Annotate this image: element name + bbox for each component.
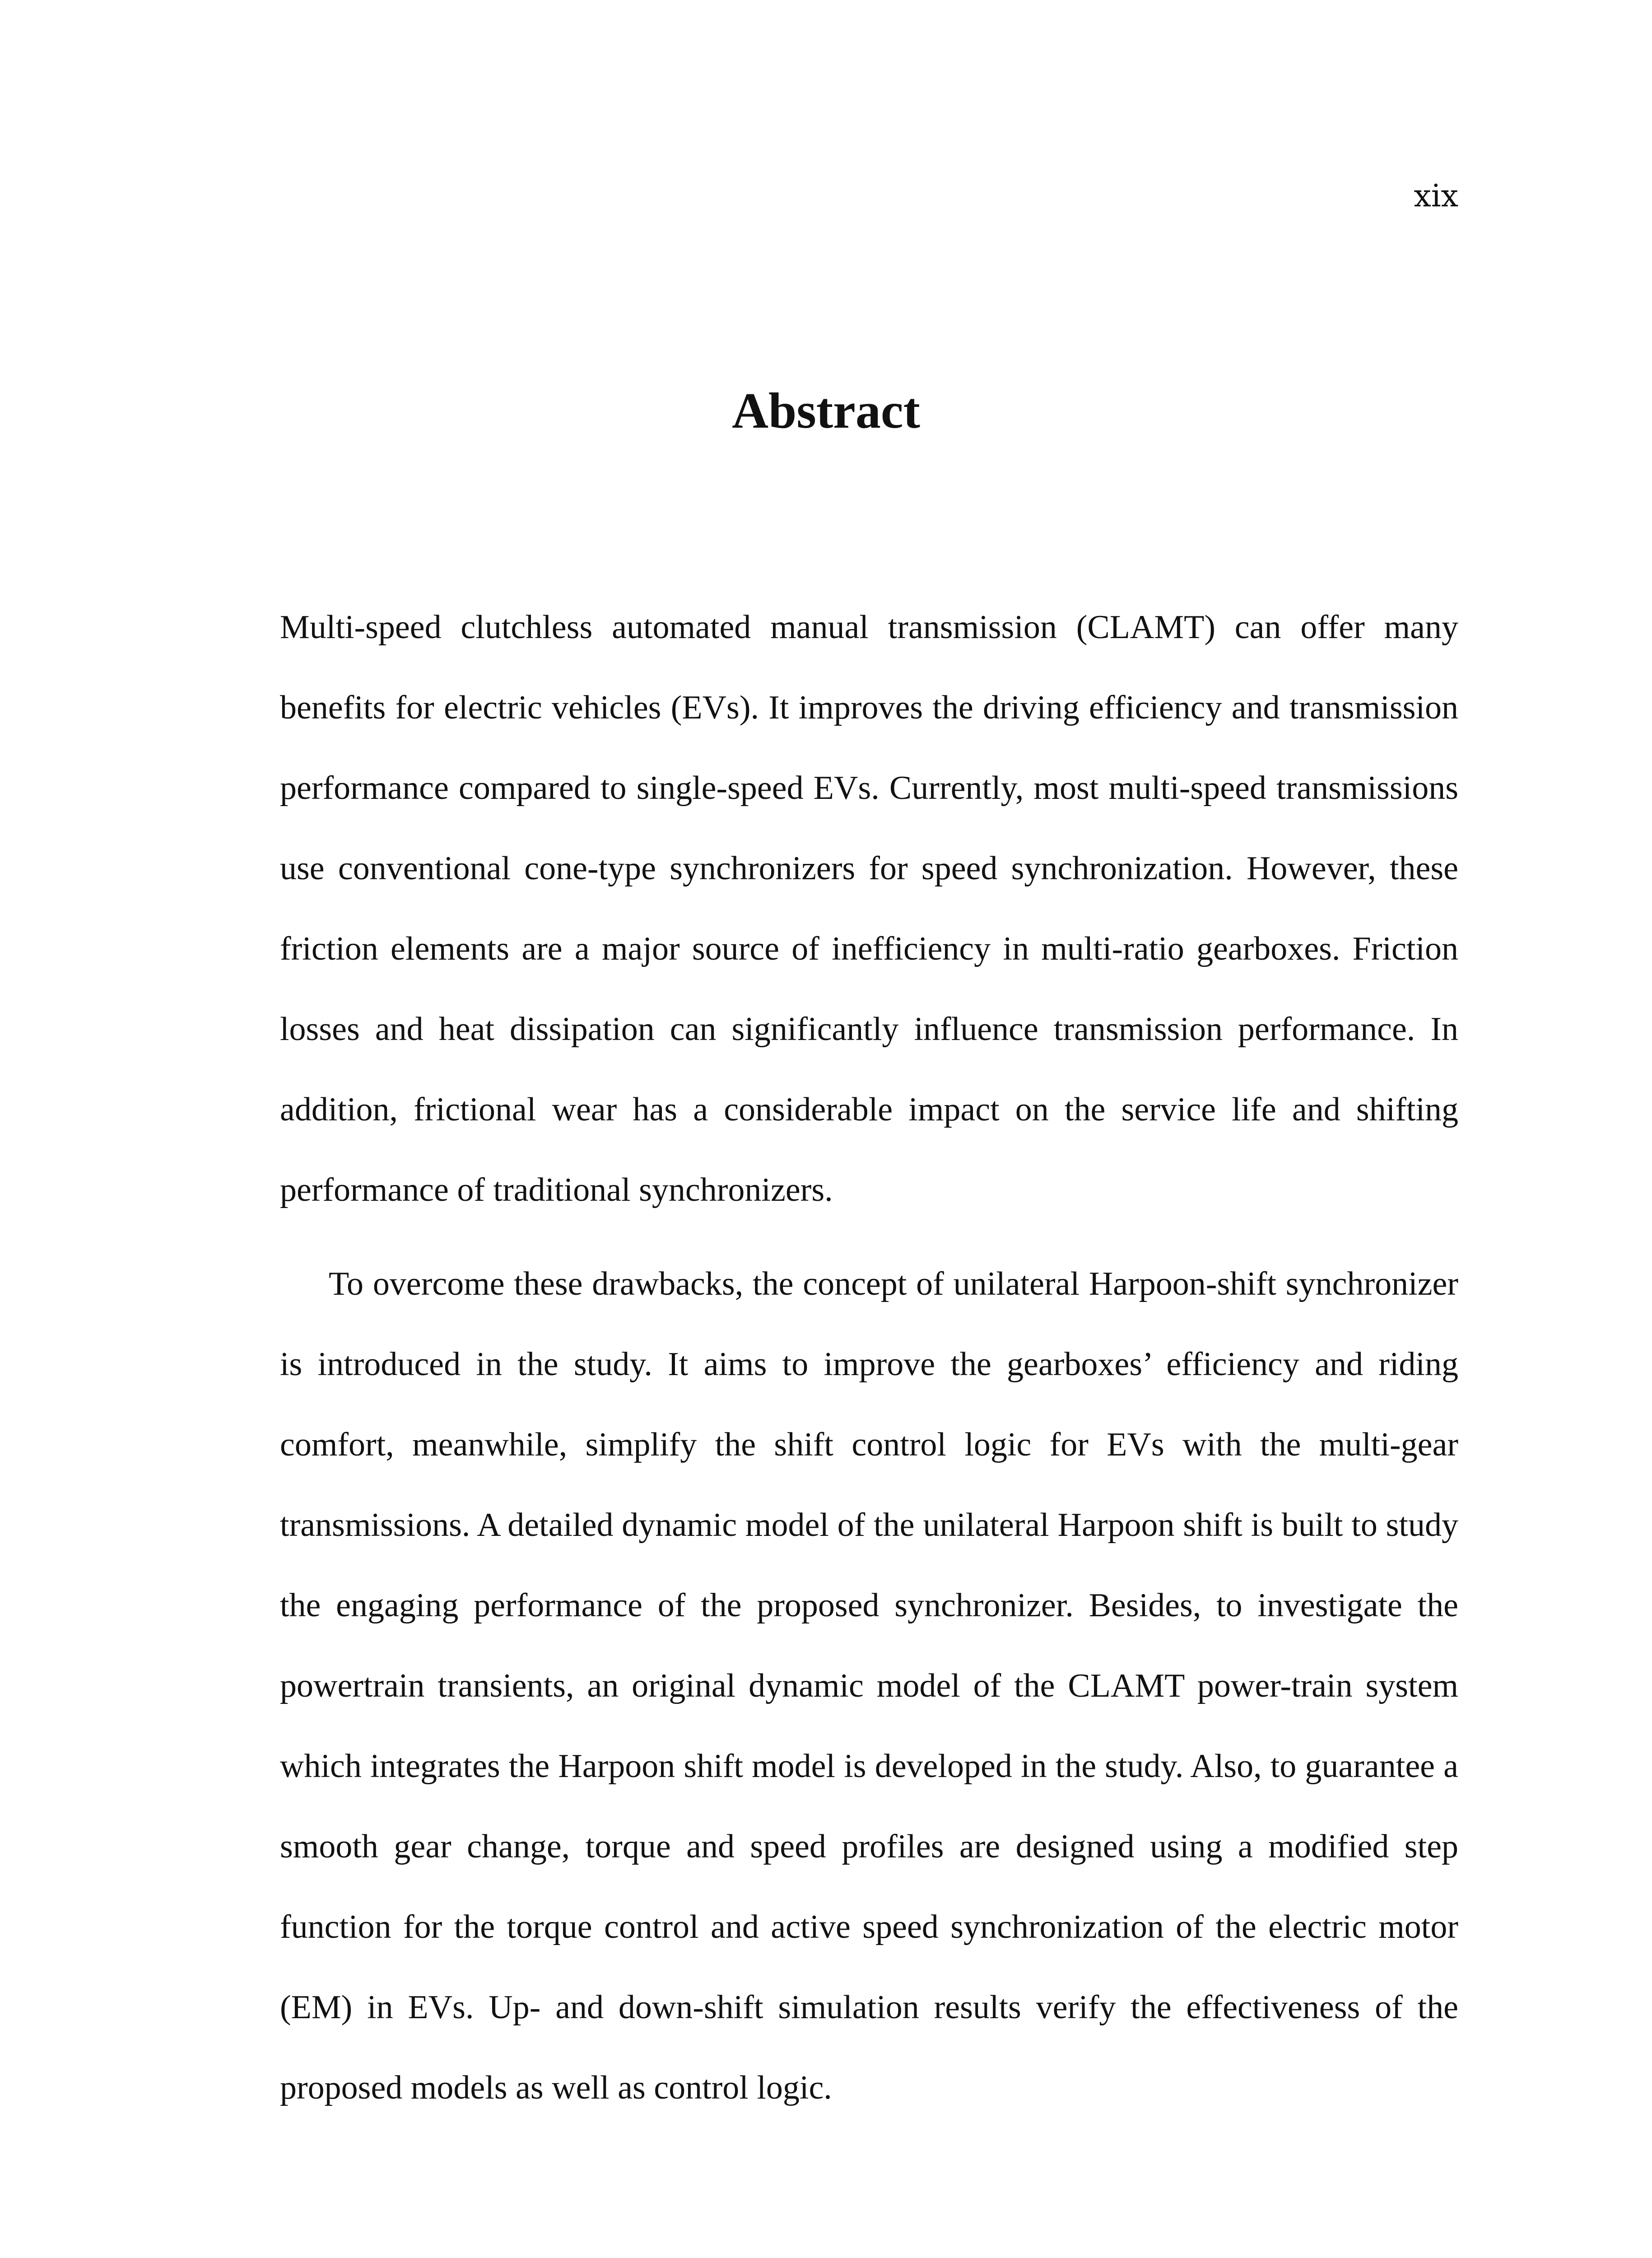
abstract-body bbox=[280, 587, 1458, 2128]
page-number: xix bbox=[1414, 178, 1458, 214]
abstract-paragraph-1: Multi-speed clutchless automated manual transmission (CLAMT) can offer many benefits for electric vehicles (EVs). It improves the driving efficiency and transmission performance compared to single-speed EVs. Currently, most multi-speed transmissions use conventional cone-type synchronizers for speed synchronization. However, these friction elements are a major source of inefficiency in multi-ratio gearboxes. Friction losses and heat dissipation can significantly influence transmission performance. In addition, frictional wear has a considerable impact on the service life and shifting performance of traditional synchronizers. bbox=[280, 609, 1458, 1208]
abstract-paragraph-2: To overcome these drawbacks, the concept of unilateral Harpoon-shift synchronizer is introduced in the study. It aims to improve the gearboxes’ efficiency and riding comfort, meanwhile, simplify the shift control logic for EVs with the multi-gear transmissions. A detailed dynamic model of the unilateral Harpoon shift is built to study the engaging performance of the proposed synchronizer. Besides, to investigate the powertrain transients, an original dynamic model of the CLAMT power-train system which integrates the Harpoon shift model is developed in the study. Also, to guarantee a smooth gear change, torque and speed profiles are designed using a modified step function for the torque control and active speed synchronization of the electric motor (EM) in EVs. Up- and down-shift simulation results verify the effectiveness of the proposed models as well as control logic. bbox=[280, 1265, 1458, 2106]
abstract-title: Abstract bbox=[732, 383, 920, 439]
